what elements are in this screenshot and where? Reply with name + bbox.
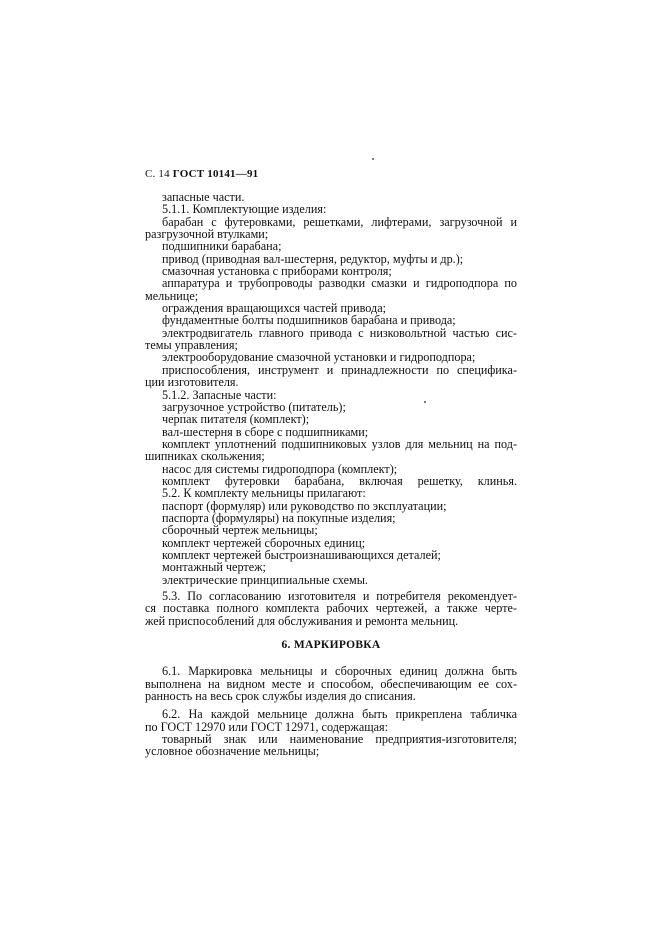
section-heading: 6. МАРКИРОВКА xyxy=(281,639,381,652)
text-line: электрические принципиальные схемы. xyxy=(162,572,368,587)
text-line: комплект уплотнений подшипниковых узлов для мельниц на под- xyxy=(162,436,517,451)
text-line: сборочный чертеж мельницы; xyxy=(162,523,318,538)
text-line: жей приспособлений для обслуживания и ремонта мельниц. xyxy=(145,613,459,628)
document-code: ГОСТ 10141—91 xyxy=(172,168,259,180)
text-line: привод (приводная вал-шестерня, редуктор, муфты и др.); xyxy=(162,251,464,266)
text-line: аппаратура и трубопроводы разводки смазки и гидроподпора по xyxy=(162,276,517,291)
clause-5-1-1: 5.1.1. Комплектующие изделия: xyxy=(162,202,327,217)
text-line: подшипники барабана; xyxy=(162,239,282,254)
text-line: черпак питателя (комплект); xyxy=(162,412,310,427)
text-line: фундаментные болты подшипников барабана и привода; xyxy=(162,313,456,328)
page-header xyxy=(145,168,258,180)
text-line: вал-шестерня в сборе с подшипниками; xyxy=(162,424,369,439)
text-line: ции изготовителя. xyxy=(145,375,239,390)
text-line: комплект чертежей быстроизнашивающихся деталей; xyxy=(162,547,441,562)
document-body xyxy=(145,191,517,758)
text-line: товарный знак или наименование предприятия-изготовителя; xyxy=(162,732,517,747)
text-line: ограждения вращающихся частей привода; xyxy=(162,301,386,316)
text-line: электродвигатель главного привода с низковольтной частью сис- xyxy=(162,325,517,340)
text-line: ся поставка полного комплекта рабочих чертежей, а также черте- xyxy=(145,601,517,616)
text-line: смазочная установка с приборами контроля; xyxy=(162,264,392,279)
text-line: барабан с футеровками, решетками, лифтерами, загрузочной и xyxy=(162,214,517,229)
clause-6-2: 6.2. На каждой мельнице должна быть прикреплена табличка xyxy=(162,707,517,722)
scan-speck xyxy=(372,158,374,160)
text-line: монтажный чертеж; xyxy=(162,560,266,575)
text-line: приспособления, инструмент и принадлежности по специфика- xyxy=(162,362,517,377)
text-line: комплект футеровки барабана, включая решетку, клинья. xyxy=(162,473,517,488)
text-line: ранность на весь срок службы изделия до списания. xyxy=(145,689,416,704)
clause-5-3: 5.3. По согласованию изготовителя и потребителя рекомендует- xyxy=(162,589,517,603)
text-line: шипниках скольжения; xyxy=(145,449,265,464)
clause-5-1-2: 5.1.2. Запасные части: xyxy=(162,387,277,402)
text-line: темы управления; xyxy=(145,338,238,353)
text-line: запасные части. xyxy=(162,190,245,204)
clause-6-1: 6.1. Маркировка мельницы и сборочных единиц должна быть xyxy=(162,664,517,679)
text-line: паспорт (формуляр) или руководство по эксплуатации; xyxy=(162,498,447,513)
text-line: паспорта (формуляры) на покупные изделия; xyxy=(162,510,396,525)
text-line: насос для системы гидроподпора (комплект); xyxy=(162,461,398,476)
text-line: мельнице; xyxy=(145,288,199,303)
text-line: загрузочное устройство (питатель); xyxy=(162,399,346,414)
text-line: разгрузочной втулками; xyxy=(145,227,269,242)
text-line: комплект чертежей сборочных единиц; xyxy=(162,535,366,550)
text-line: по ГОСТ 12970 или ГОСТ 12971, содержащая: xyxy=(145,719,389,734)
page-number: С. 14 xyxy=(145,168,170,180)
text-line: электрооборудование смазочной установки и гидроподпора; xyxy=(162,350,476,365)
text-line: выполнена на видном месте и способом, обеспечивающим ее сох- xyxy=(145,676,517,691)
clause-5-2: 5.2. К комплекту мельницы прилагают: xyxy=(162,486,366,501)
text-line: условное обозначение мельницы; xyxy=(145,744,320,759)
